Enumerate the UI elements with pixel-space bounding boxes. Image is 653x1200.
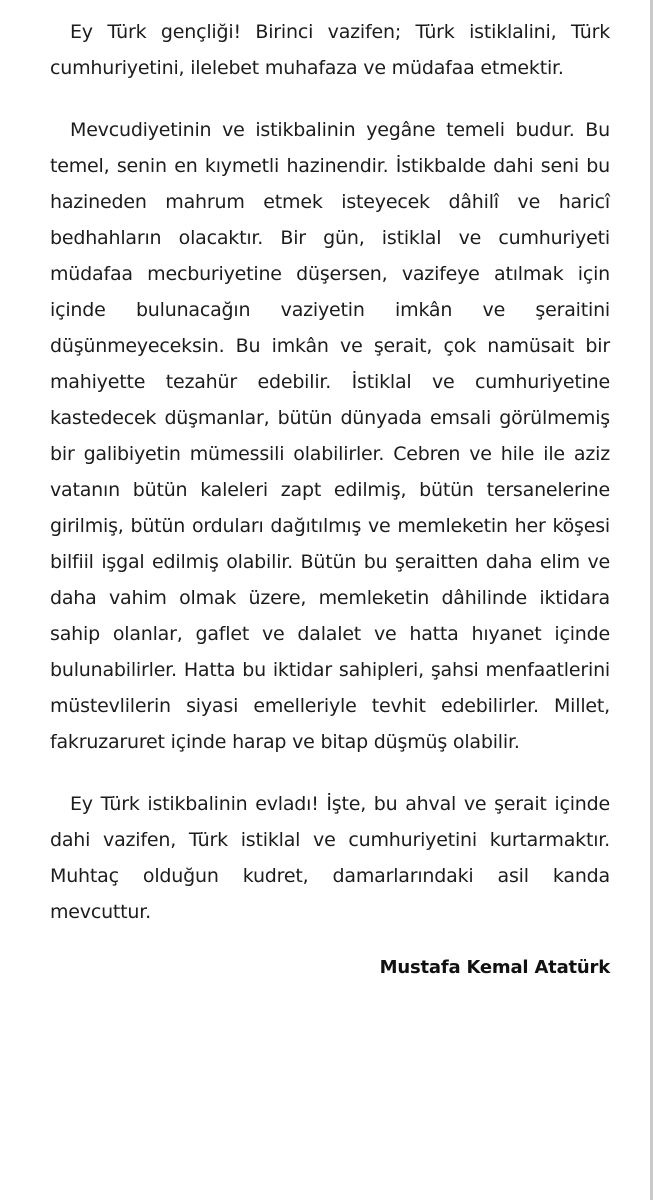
paragraph-3: Ey Türk istikbalinin evladı! İşte, bu ahval ve şerait içinde dahi vazifen, Türk istiklal ve cumhuriyetini kurtarmaktır. Muhtaç olduğun kudret, damarlarındaki asil kanda mevcuttur. bbox=[50, 793, 610, 923]
signature: Mustafa Kemal Atatürk bbox=[379, 957, 610, 978]
paragraph-1: Ey Türk gençliği! Birinci vazifen; Türk istiklalini, Türk cumhuriyetini, ilelebet muhafaza ve müdafaa etmektir. bbox=[50, 21, 610, 79]
document-body bbox=[50, 14, 610, 986]
paragraph-2: Mevcudiyetinin ve istikbalinin yegâne temeli budur. Bu temel, senin en kıymetli hazinendir. İstikbalde dahi seni bu hazineden mahrum etmek isteyecek dâhilî ve haricî bedhahların olacaktır. Bir gün, istiklal ve cumhuriyeti müdafaa mecburiyetine düşersen, vazifeye atılmak için içinde bulunacağın vaziyetin imkân ve şeraitini düşünmeyeceksin. Bu imkân ve şerait, çok namüsait bir mahiyette tezahür edebilir. İstiklal ve cumhuriyetine kastedecek düşmanlar, bütün dünyada emsali görülmemiş bir galibiyetin mümessili olabilirler. Cebren ve hile ile aziz vatanın bütün kaleleri zapt edilmiş, bütün tersanelerine girilmiş, bütün orduları dağıtılmış ve memleketin her köşesi bilfiil işgal edilmiş olabilir. Bütün bu şeraitten daha elim ve daha vahim olmak üzere, memleketin dâhilinde iktidara sahip olanlar, gaflet ve dalalet ve hatta hıyanet içinde bulunabilirler. Hatta bu iktidar sahipleri, şahsi menfaatlerini müstevlilerin siyasi emelleriyle tevhit edebilirler. Millet, fakruzaruret içinde harap ve bitap düşmüş olabilir. bbox=[50, 119, 610, 753]
